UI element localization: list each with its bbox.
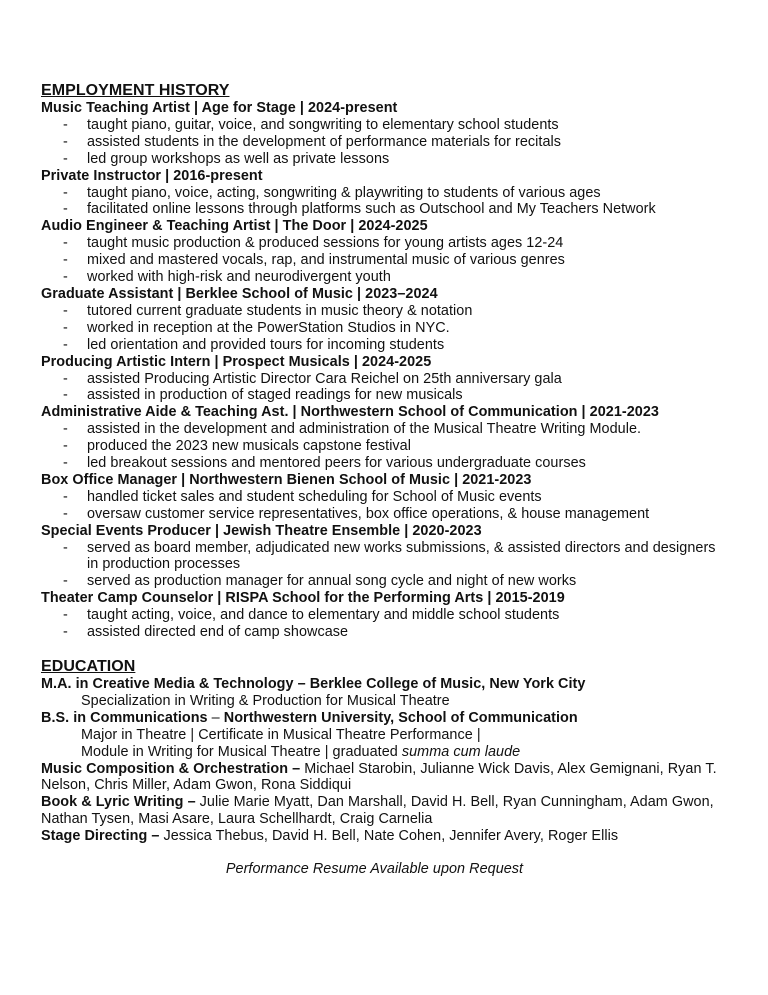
bullet-dash: - bbox=[63, 133, 68, 150]
list-item bbox=[41, 134, 728, 151]
job-title: Music Teaching Artist | Age for Stage | 2024-present bbox=[41, 100, 398, 116]
bullet-dash: - bbox=[63, 269, 68, 286]
list-item bbox=[41, 387, 728, 404]
bullet-dash: - bbox=[63, 336, 68, 353]
job-entry bbox=[41, 523, 728, 591]
bullet-dash: - bbox=[63, 302, 68, 319]
list-item bbox=[41, 540, 728, 574]
list-item bbox=[41, 337, 728, 354]
bullet-dash: - bbox=[63, 252, 68, 269]
bullet-text: facilitated online lessons through platforms such as Outschool and My Teachers Network bbox=[87, 201, 656, 218]
study-entry bbox=[41, 828, 728, 845]
education-heading: EDUCATION bbox=[41, 658, 136, 675]
bullet-text: led breakout sessions and mentored peers for various undergraduate courses bbox=[87, 455, 586, 472]
bullet-text: assisted Producing Artistic Director Cara Reichel on 25th anniversary gala bbox=[87, 370, 562, 387]
list-item bbox=[41, 573, 728, 590]
bs-module bbox=[41, 744, 728, 761]
bullet-dash: - bbox=[63, 201, 68, 218]
bullet-dash: - bbox=[63, 607, 68, 624]
list-item bbox=[41, 489, 728, 506]
job-entry bbox=[41, 354, 728, 405]
list-item bbox=[41, 151, 728, 168]
job-bullets bbox=[41, 117, 728, 168]
bullet-dash: - bbox=[63, 505, 68, 522]
list-item bbox=[41, 506, 728, 523]
bullet-dash: - bbox=[63, 235, 68, 252]
education-bs bbox=[41, 710, 728, 761]
studies-list bbox=[41, 761, 728, 846]
job-bullets bbox=[41, 540, 728, 591]
job-title: Audio Engineer & Teaching Artist | The Door | 2024-2025 bbox=[41, 218, 428, 235]
list-item bbox=[41, 607, 728, 624]
job-bullets bbox=[41, 421, 728, 472]
bs-degree-name: B.S. in Communications bbox=[41, 709, 208, 726]
job-title: Graduate Assistant | Berklee School of Music | 2023–2024 bbox=[41, 285, 438, 302]
bullet-dash: - bbox=[63, 319, 68, 336]
bullet-dash: - bbox=[63, 370, 68, 387]
bullet-text: led orientation and provided tours for incoming students bbox=[87, 336, 445, 353]
bullet-dash: - bbox=[63, 150, 68, 167]
job-entry bbox=[41, 590, 728, 641]
bs-degree bbox=[41, 710, 728, 727]
list-item bbox=[41, 201, 728, 218]
bullet-text: assisted directed end of camp showcase bbox=[87, 624, 349, 641]
bullet-dash: - bbox=[63, 488, 68, 505]
bs-honor: summa cum laude bbox=[401, 743, 521, 760]
job-entry bbox=[41, 218, 728, 286]
study-entry bbox=[41, 761, 728, 795]
ma-specialization: Specialization in Writing & Production for Musical Theatre bbox=[81, 692, 450, 709]
employment-heading: EMPLOYMENT HISTORY bbox=[41, 82, 230, 99]
bs-module-text: Module in Writing for Musical Theatre | graduated bbox=[81, 743, 402, 760]
bullet-text: taught music production & produced sessions for young artists ages 12-24 bbox=[87, 235, 564, 252]
job-title: Administrative Aide & Teaching Ast. | Northwestern School of Communication | 2021-2023 bbox=[41, 404, 659, 421]
list-item bbox=[41, 252, 728, 269]
bullet-text: assisted students in the development of performance materials for recitals bbox=[87, 133, 562, 150]
job-title: Special Events Producer | Jewish Theatre Ensemble | 2020-2023 bbox=[41, 522, 482, 539]
job-bullets bbox=[41, 303, 728, 354]
employment-list bbox=[41, 100, 728, 641]
bullet-text: taught piano, guitar, voice, and songwriting to elementary school students bbox=[87, 116, 559, 133]
bullet-dash: - bbox=[63, 438, 68, 455]
list-item bbox=[41, 235, 728, 252]
bullet-text: tutored current graduate students in music theory & notation bbox=[87, 302, 473, 319]
job-bullets bbox=[41, 235, 728, 286]
bullet-text: assisted in production of staged readings for new musicals bbox=[87, 387, 463, 404]
list-item bbox=[41, 455, 728, 472]
job-bullets bbox=[41, 185, 728, 219]
bullet-dash: - bbox=[63, 421, 68, 438]
education-ma bbox=[41, 676, 728, 710]
list-item bbox=[41, 185, 728, 202]
study-instructors: Jessica Thebus, David H. Bell, Nate Cohen, Jennifer Avery, Roger Ellis bbox=[159, 828, 619, 845]
bullet-text: handled ticket sales and student scheduling for School of Music events bbox=[87, 488, 542, 505]
list-item bbox=[41, 371, 728, 388]
study-label: Book & Lyric Writing – bbox=[41, 794, 196, 811]
job-entry bbox=[41, 100, 728, 168]
bullet-dash: - bbox=[63, 573, 68, 590]
list-item bbox=[41, 320, 728, 337]
list-item bbox=[41, 303, 728, 320]
bullet-text: worked in reception at the PowerStation Studios in NYC. bbox=[87, 319, 450, 336]
list-item bbox=[41, 438, 728, 455]
bullet-text: led group workshops as well as private lessons bbox=[87, 150, 390, 167]
job-entry bbox=[41, 472, 728, 523]
bullet-dash: - bbox=[63, 387, 68, 404]
bullet-text: produced the 2023 new musicals capstone festival bbox=[87, 438, 411, 455]
bullet-text: assisted in the development and administration of the Musical Theatre Writing Module. bbox=[87, 421, 642, 438]
study-instructors: Michael Starobin, Julianne Wick Davis, Alex Gemignani, Ryan T. Nelson, Chris Miller, Adam Gwon, Rona Siddiqui bbox=[41, 760, 717, 794]
job-entry bbox=[41, 168, 728, 219]
job-title: Private Instructor | 2016-present bbox=[41, 167, 263, 184]
job-bullets bbox=[41, 607, 728, 641]
job-entry bbox=[41, 286, 728, 354]
bullet-text: served as production manager for annual song cycle and night of new works bbox=[87, 573, 577, 590]
section-gap bbox=[41, 641, 728, 658]
job-bullets bbox=[41, 371, 728, 405]
study-label: Stage Directing – bbox=[41, 828, 160, 845]
ma-degree: M.A. in Creative Media & Technology – Berklee College of Music, New York City bbox=[41, 676, 586, 692]
bullet-text: oversaw customer service representatives, box office operations, & house management bbox=[87, 505, 650, 522]
bullet-dash: - bbox=[63, 116, 68, 133]
list-item bbox=[41, 421, 728, 438]
study-entry bbox=[41, 794, 728, 828]
job-title: Box Office Manager | Northwestern Bienen School of Music | 2021-2023 bbox=[41, 471, 532, 488]
list-item bbox=[41, 117, 728, 134]
bullet-text: served as board member, adjudicated new works submissions, & assisted directors and designers in production processes bbox=[87, 539, 716, 573]
bullet-text: taught piano, voice, acting, songwriting & playwriting to students of various ages bbox=[87, 184, 601, 201]
footer-note: Performance Resume Available upon Request bbox=[225, 861, 524, 878]
list-item bbox=[41, 624, 728, 641]
bs-major: Major in Theatre | Certificate in Musical Theatre Performance | bbox=[81, 726, 481, 743]
bullet-text: worked with high-risk and neurodivergent youth bbox=[87, 269, 391, 286]
study-label: Music Composition & Orchestration – bbox=[41, 760, 301, 777]
job-title: Theater Camp Counselor | RISPA School for the Performing Arts | 2015-2019 bbox=[41, 590, 565, 607]
bullet-dash: - bbox=[63, 455, 68, 472]
job-title: Producing Artistic Intern | Prospect Musicals | 2024-2025 bbox=[41, 353, 432, 370]
bullet-dash: - bbox=[63, 539, 68, 556]
bullet-dash: - bbox=[63, 624, 68, 641]
study-instructors: Julie Marie Myatt, Dan Marshall, David H. Bell, Ryan Cunningham, Adam Gwon, Nathan Tysen, Masi Asare, Laura Schellhardt, Craig Carnelia bbox=[41, 794, 714, 828]
job-bullets bbox=[41, 489, 728, 523]
bullet-text: taught acting, voice, and dance to elementary and middle school students bbox=[87, 607, 560, 624]
bs-school: Northwestern University, School of Communication bbox=[223, 709, 578, 726]
bs-degree-separator: – bbox=[207, 709, 224, 726]
bullet-dash: - bbox=[63, 184, 68, 201]
bullet-text: mixed and mastered vocals, rap, and instrumental music of various genres bbox=[87, 252, 565, 269]
list-item bbox=[41, 269, 728, 286]
job-entry bbox=[41, 404, 728, 472]
